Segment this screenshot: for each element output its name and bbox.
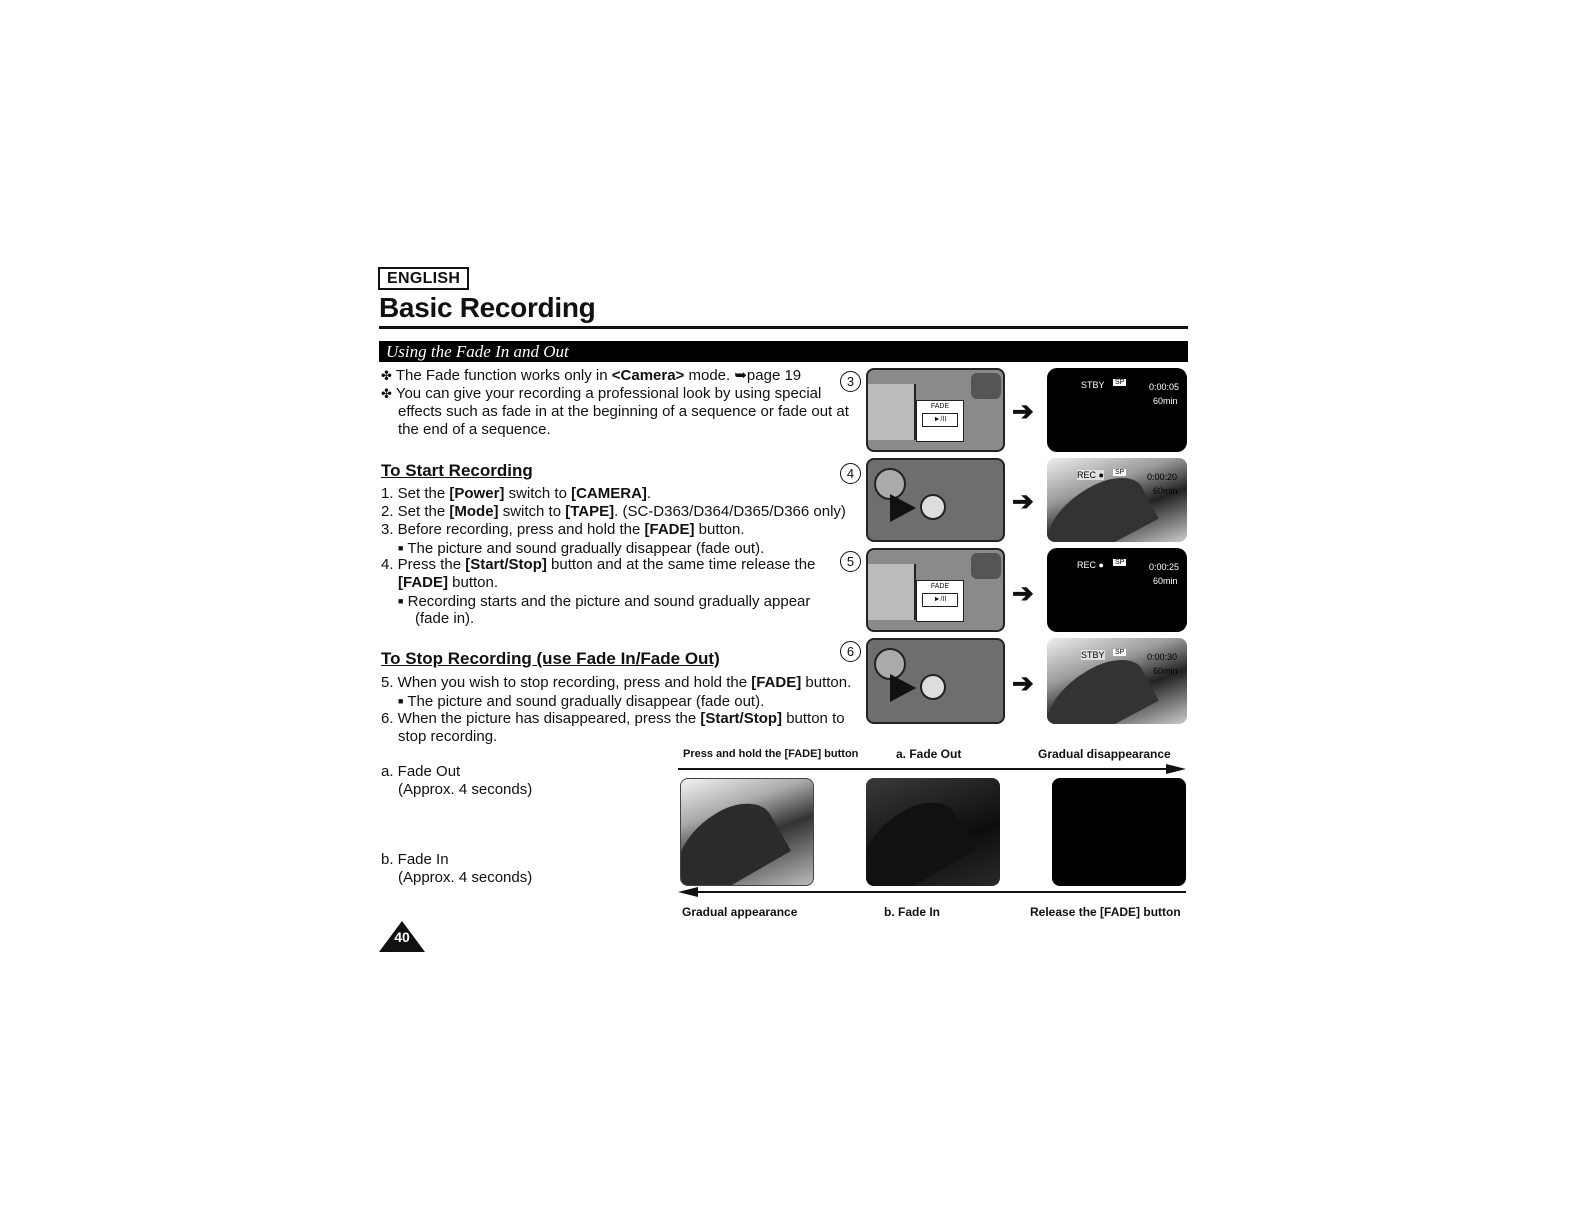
dolphin-image [680,790,791,886]
screen-tape: 60min [1153,666,1178,676]
start-heading: To Start Recording [381,461,533,480]
title-rule [379,326,1188,329]
text: switch to [498,503,566,520]
fade-out-detail: (Approx. 4 seconds) [398,781,533,798]
text: 5. When you wish to stop recording, press and hold the [381,674,752,691]
fade-out-arrow-icon [678,763,1188,777]
screen-time: 0:00:05 [1149,382,1180,392]
text: Recording starts and the picture and sound gradually appear [407,593,811,610]
camera-ref: [CAMERA] [571,485,647,502]
screen-tape: 60min [1153,576,1178,586]
text: . [646,485,652,502]
step-4-sub [398,592,810,611]
lcd-screen-stby [1047,368,1187,452]
screen-status: REC ● [1077,560,1104,570]
text: 3. Before recording, press and hold the [381,521,645,538]
sequence-bottom-right-caption: Release the [FADE] button [1030,905,1181,919]
square-bullet-icon: ■ [398,596,404,606]
frame-full-picture [680,778,814,886]
lcd-panel [868,384,916,440]
lcd-screen-rec-dolphin [1047,458,1187,542]
fade-ref: [FADE] [398,574,448,591]
bullet-cross-icon: ✤ [381,368,392,383]
dolphin-image [866,789,976,886]
text: . (SC-D363/D364/D365/D366 only) [614,503,846,520]
language-label: ENGLISH [378,267,469,290]
intro-bullet-1 [381,367,801,385]
screen-time: 0:00:30 [1147,652,1178,662]
play-pause-button: ►/II [922,593,958,607]
screen-mode: SP [1115,559,1125,566]
text: 4. Press the [381,556,466,573]
screen-tape: 60min [1153,486,1178,496]
sequence-top-left-caption: Press and hold the [FADE] button [683,748,859,760]
play-pause-button: ►/II [922,413,958,427]
right-arrow-icon: ➔ [1012,578,1034,608]
sequence-bottom-left-caption: Gradual appearance [682,905,798,919]
fade-ref: [FADE] [644,521,695,538]
step-number-6: 6 [840,641,861,662]
screen-mode: SP [1115,649,1125,656]
text: button and at the same time release the [546,556,816,573]
text: The picture and sound gradually disappear (fade out). [407,540,765,557]
intro-bullet-2-line-2: effects such as fade in at the beginning of a sequence or fade out at [398,403,849,420]
step-4-sub-line-2: (fade in). [415,610,475,627]
intro-bullet-2-line-3: the end of a sequence. [398,421,551,438]
tape-ref: [TAPE] [565,503,615,520]
lcd-screen-rec [1047,548,1187,632]
camcorder-start-stop-illustration [866,458,1005,542]
power-ref: [Power] [449,485,505,502]
start-stop-ref: [Start/Stop] [465,556,547,573]
screen-status: STBY [1081,380,1105,390]
stop-heading: To Stop Recording (use Fade In/Fade Out) [381,649,720,668]
step-5 [381,674,851,692]
text: mode. [684,367,735,384]
start-stop-ref: [Start/Stop] [700,710,783,727]
right-arrow-icon: ➔ [1012,486,1034,516]
fade-in-arrow-icon [678,885,1188,899]
right-arrow-icon: ➔ [1012,668,1034,698]
text: button. [801,674,852,691]
screen-tape: 60min [1153,396,1178,406]
press-pointer-icon [890,494,916,522]
screen-time: 0:00:20 [1147,472,1178,482]
screen-mode: SP [1115,469,1125,476]
text: You can give your recording a professional look by using special [395,385,822,402]
sequence-top-right-caption: Gradual disappearance [1038,747,1171,761]
camcorder-fade-illustration [866,368,1005,452]
screen-mode: SP [1115,379,1125,386]
text: The picture and sound gradually disappear (fade out). [407,693,765,710]
step-number-3: 3 [840,371,861,392]
sequence-fade-out-caption: a. Fade Out [896,747,962,761]
camcorder-fade-press-illustration [866,638,1005,724]
press-pointer-icon [890,674,916,702]
camcorder-fade-illustration [866,548,1005,632]
screen-status: STBY [1081,650,1105,660]
step-1 [381,485,651,503]
fade-out-label: a. Fade Out [381,763,461,780]
viewfinder [971,373,1001,399]
right-arrow-icon: ➔ [1012,396,1034,426]
fade-button [920,674,946,700]
fade-ref: [FADE] [751,674,802,691]
text: button. [448,574,499,591]
text: switch to [504,485,572,502]
fade-button-panel [916,400,964,442]
viewfinder [971,553,1001,579]
screen-status: REC ● [1077,470,1104,480]
start-stop-button [920,494,946,520]
bullet-cross-icon: ✤ [381,386,392,401]
step-number-4: 4 [840,463,861,484]
page-title: Basic Recording [379,292,596,323]
screen-time: 0:00:25 [1149,562,1180,572]
lcd-panel [868,564,916,620]
intro-bullet-2 [381,385,821,403]
text: 6. When the picture has disappeared, press the [381,710,701,727]
fade-button-label: FADE [930,403,950,410]
mode-ref: [Mode] [449,503,499,520]
lcd-screen-stby-dolphin [1047,638,1187,724]
step-2 [381,503,846,521]
fade-in-label: b. Fade In [381,851,449,868]
step-number-5: 5 [840,551,861,572]
fade-in-detail: (Approx. 4 seconds) [398,869,533,886]
square-bullet-icon: ■ [398,543,404,553]
text: button to [782,710,845,727]
step-6-line-2: stop recording. [398,728,498,745]
text: The Fade function works only in [395,367,612,384]
page-number: 40 [394,929,410,945]
text: 2. Set the [381,503,450,520]
section-title: Using the Fade In and Out [379,341,1188,362]
page-ref: ➥page 19 [734,367,802,384]
frame-half-faded [866,778,1000,886]
step-5-sub [398,692,764,711]
square-bullet-icon: ■ [398,696,404,706]
text: button. [694,521,745,538]
fade-button-panel [916,580,964,622]
step-4 [381,556,815,574]
camera-mode: <Camera> [611,367,685,384]
step-6 [381,710,845,728]
step-3 [381,521,745,539]
step-4-line-2 [398,574,498,592]
fade-button-label: FADE [930,583,950,590]
frame-black [1052,778,1186,886]
text: 1. Set the [381,485,450,502]
sequence-fade-in-caption: b. Fade In [884,905,941,919]
